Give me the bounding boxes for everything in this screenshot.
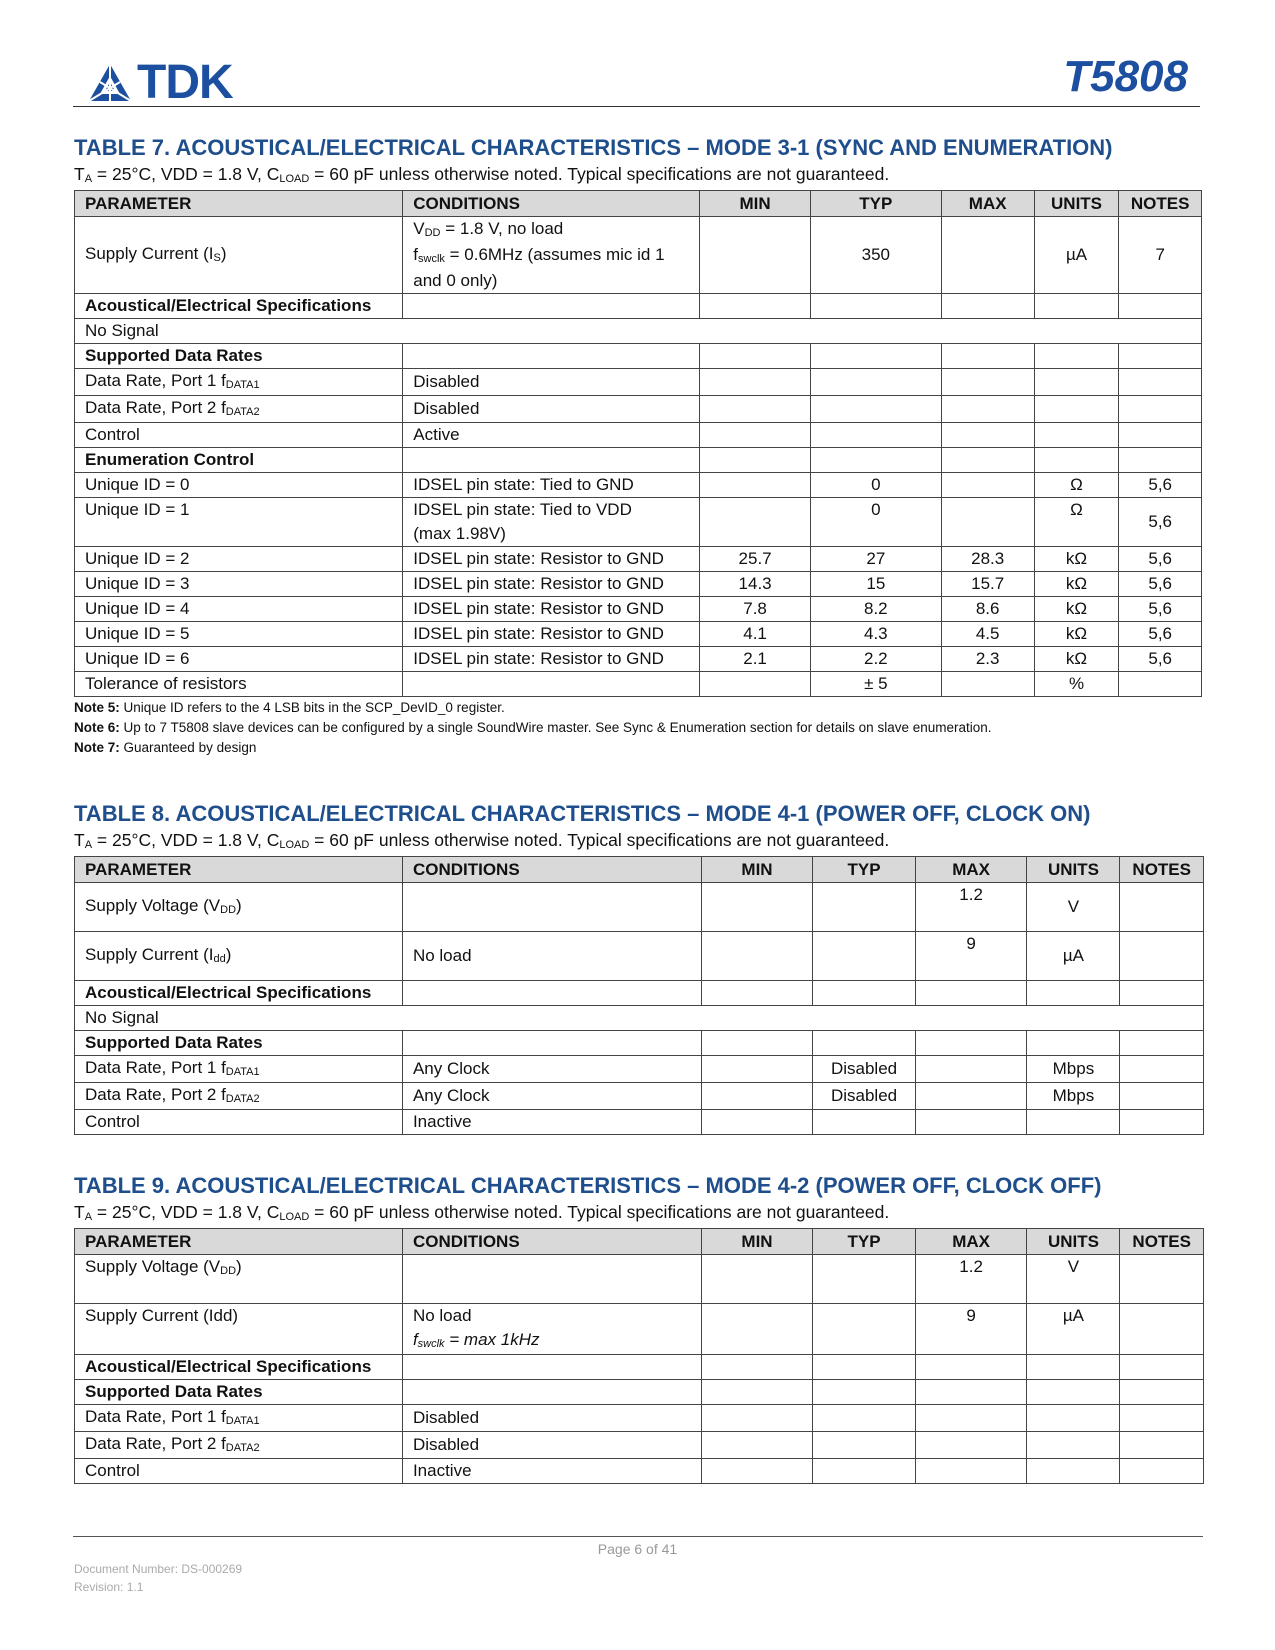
table-row: Data Rate, Port 1 $f_{DATA1}$ Disabled [75,1405,1204,1432]
table-row: Supply Voltage $(V_{DD})$ 1.2 V [75,1255,1204,1304]
table-row: Control Active [75,423,1202,448]
document-number: Document Number: DS-000269 [74,1562,243,1576]
document-info [74,1560,242,1596]
table-row: Unique ID = 6 IDSEL pin state: Resistor to GND 2.1 2.2 2.3 kΩ 5,6 [75,647,1202,672]
table-row: Supported Data Rates [75,1380,1204,1405]
table-row: No Signal [75,1006,1204,1031]
table-row: Tolerance of resistors ± 5 % [75,672,1202,697]
table9-section [74,1172,1204,1484]
table7 [74,190,1202,697]
table9-conditions: $T_A = 25^\circ C$, VDD = 1.8 V, $C_{LOAD} = 60$ pF unless otherwise noted. Typical specifications are not guaranteed. [74,1202,890,1223]
table-row: Data Rate, Port 2 $f_{DATA2}$ Any Clock Disabled Mbps [75,1083,1204,1110]
page-number: Page 6 of 41 [597,1541,678,1557]
table-row: Enumeration Control [75,448,1202,473]
table-row: Unique ID = 5 IDSEL pin state: Resistor to GND 4.1 4.3 4.5 kΩ 5,6 [75,622,1202,647]
table-row: Control Inactive [75,1459,1204,1484]
table-row: Supply Current (Idd) No load $f_{swclk} = \max 1kHz$ 9 µA [75,1304,1204,1355]
table-row: Unique ID = 4 IDSEL pin state: Resistor to GND 7.8 8.2 8.6 kΩ 5,6 [75,597,1202,622]
table-header-row: PARAMETER CONDITIONS MIN TYP MAX UNITS NOTES [75,857,1204,883]
footer-divider [73,1536,1203,1537]
product-name: T5808 [1063,52,1188,101]
table-row: Acoustical/Electrical Specifications [75,1355,1204,1380]
tdk-emblem-icon [87,62,133,104]
table-row: Unique ID = 3 IDSEL pin state: Resistor to GND 14.3 15 15.7 kΩ 5,6 [75,572,1202,597]
table-row: No Signal [75,319,1202,344]
revision: Revision: 1.1 [74,1580,144,1594]
table-row: Supply Current $(I_S)$ $V_{DD} = 1.8$ V, no load $f_{swclk} = 0.6MHz$ (assumes mic id 1 and 0 only) 350 µA 7 [75,217,1202,294]
table9 [74,1228,1204,1484]
table-row: Unique ID = 1 IDSEL pin state: Tied to VDD (max 1.98V) 0 Ω 5,6 [75,498,1202,547]
table7-notes [74,698,1204,758]
table-row: Supported Data Rates [75,344,1202,369]
table7-section [74,134,1204,758]
table8 [74,856,1204,1135]
table-row: Supply Current $(I_{dd})$ No load 9 µA [75,932,1204,981]
note-7: Note 7: Guaranteed by design [74,740,257,755]
table-row: Unique ID = 2 IDSEL pin state: Resistor to GND 25.7 27 28.3 kΩ 5,6 [75,547,1202,572]
table9-title: TABLE 9. ACOUSTICAL/ELECTRICAL CHARACTERISTICS – MODE 4-2 (POWER OFF, CLOCK OFF) [74,1173,1102,1198]
table-row: Acoustical/Electrical Specifications [75,294,1202,319]
table8-section [74,800,1204,1135]
page-header [73,52,1200,107]
table7-conditions: $T_A = 25^\circ C$, VDD = 1.8 V, $C_{LOAD} = 60$ pF unless otherwise noted. Typical specifications are not guaranteed. [74,164,890,185]
table-row: Acoustical/Electrical Specifications [75,981,1204,1006]
table-row: Control Inactive [75,1110,1204,1135]
table-row: Data Rate, Port 2 $f_{DATA2}$ Disabled [75,396,1202,423]
table8-title: TABLE 8. ACOUSTICAL/ELECTRICAL CHARACTERISTICS – MODE 4-1 (POWER OFF, CLOCK ON) [74,801,1091,826]
table8-conditions: $T_A = 25^\circ C$, VDD = 1.8 V, $C_{LOAD} = 60$ pF unless otherwise noted. Typical specifications are not guaranteed. [74,830,890,851]
table-row: Unique ID = 0 IDSEL pin state: Tied to GND 0 Ω 5,6 [75,473,1202,498]
logo-text: TDK [137,56,233,109]
table-row: Supported Data Rates [75,1031,1204,1056]
table-header-row: PARAMETER CONDITIONS MIN TYP MAX UNITS NOTES [75,191,1202,217]
table-row: Supply Voltage $(V_{DD})$ 1.2 V [75,883,1204,932]
table7-title: TABLE 7. ACOUSTICAL/ELECTRICAL CHARACTERISTICS – MODE 3-1 (SYNC AND ENUMERATION) [74,135,1113,160]
table-row: Data Rate, Port 2 $f_{DATA2}$ Disabled [75,1432,1204,1459]
tdk-logo [87,56,233,109]
table-header-row: PARAMETER CONDITIONS MIN TYP MAX UNITS NOTES [75,1229,1204,1255]
table-row: Data Rate, Port 1 $f_{DATA1}$ Any Clock Disabled Mbps [75,1056,1204,1083]
table-row: Data Rate, Port 1 $f_{DATA1}$ Disabled [75,369,1202,396]
note-5: Note 5: Unique ID refers to the 4 LSB bits in the SCP_DevID_0 register. [74,700,505,715]
note-6: Note 6: Up to 7 T5808 slave devices can be configured by a single SoundWire master. See Sync & Enumeration section for details on slave enumeration. [74,720,992,735]
